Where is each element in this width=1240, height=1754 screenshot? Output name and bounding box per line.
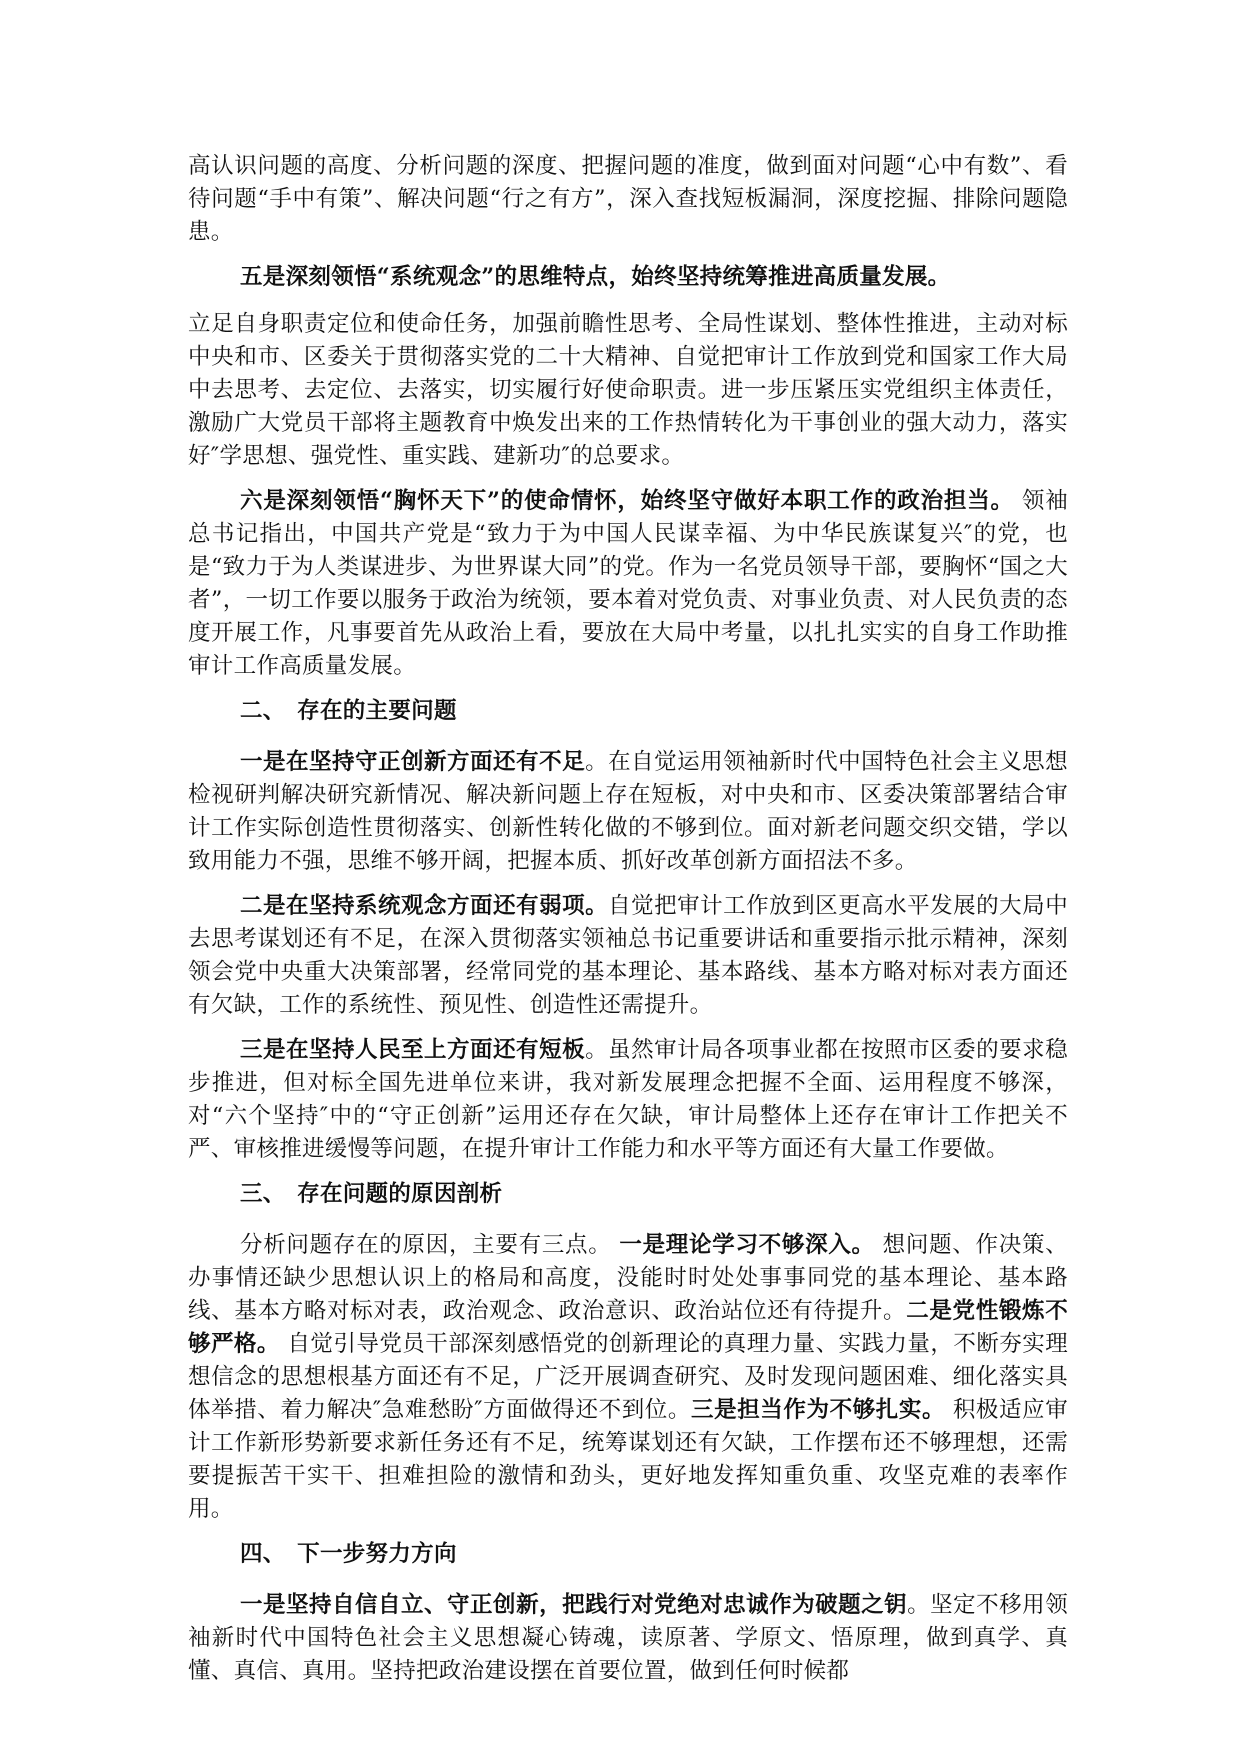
problem-one-lead: 一是在坚持守正创新方面还有不足 [240,749,586,775]
paragraph-continuation: 高认识问题的高度、分析问题的深度、把握问题的准度，做到面对问题“心中有数”、看待问题“手中有策”、解决问题“行之有方”，深入查找短板漏洞，深度挖掘、排除问题隐患。 [188,153,1068,245]
cause-two-body: 自觉引导党员干部深刻感悟党的创新理论的真理力量、实践力量，不断夯实理想信念的思想根基方面还有不足，广泛开展调查研究、及时发现问题困难、细化落实具体举措、着力解决″急难愁盼″方面做得还不到位。 [188,1331,1069,1423]
point-five-body: 立足自身职责定位和使命任务，加强前瞻性思考、全局性谋划、整体性推进，主动对标中央和市、区委关于贯彻落实党的二十大精神、自觉把审计工作放到党和国家工作大局中去思考、去定位、去落实，切实履行好使命职责。进一步压紧压实党组织主体责任，激励广大党员干部将主题教育中焕发出来的工作热情转化为干事创业的强大动力，落实好″学思想、强党性、重实践、建新功″的总要求。 [188,311,1068,469]
document-page [188,150,1068,1700]
direction-one-body: 。坚定不移用领袖新时代中国特色社会主义思想凝心铸魂，读原著、学原文、悟原理，做到真学、真懂、真信、真用。坚持把政治建设摆在首要位置，做到任何时候都 [188,1592,1068,1684]
problem-two-body: 自觉把审计工作放到区更高水平发展的大局中去思考谋划还有不足，在深入贯彻落实领袖总书记重要讲话和重要指示批示精神，深刻领会党中央重大决策部署，经常同党的基本理论、基本路线、基本方略对标对表方面还有欠缺，工作的系统性、预见性、创造性还需提升。 [188,893,1068,1018]
point-six-paragraph [188,485,1068,683]
section-three-heading: 三、 存在问题的原因剖析 [240,1181,503,1207]
cause-one-body: 想问题、作决策、办事情还缺少思想认识上的格局和高度，没能时时处处事事同党的基本理论、基本路线、基本方略对标对表，政治观念、政治意识、政治站位还有待提升。 [188,1232,1068,1324]
problem-three-paragraph [188,1034,1068,1166]
problem-three-lead: 三是在坚持人民至上方面还有短板 [240,1037,586,1063]
cause-analysis-paragraph [188,1229,1068,1526]
direction-one-lead: 一是坚持自信自立、守正创新，把践行对党绝对忠诚作为破题之钥 [240,1592,908,1618]
cause-intro: 分析问题存在的原因，主要有三点。 [240,1232,620,1258]
problem-three-body: 。虽然审计局各项事业都在按照市区委的要求稳步推进，但对标全国先进单位来讲，我对新发展理念把握不全面、运用程度不够深，对“六个坚持″中的“守正创新”运用还存在欠缺，审计局整体上还存在审计工作把关不严、审核推进缓慢等问题，在提升审计工作能力和水平等方面还有大量工作要做。 [188,1037,1068,1162]
section-four-heading: 四、 下一步努力方向 [240,1541,457,1567]
cause-three-lead: 三是担当作为不够扎实。 [691,1397,946,1423]
direction-one-paragraph [188,1589,1068,1688]
section-two-heading: 二、 存在的主要问题 [240,698,457,724]
problem-one-body: 。在自觉运用领袖新时代中国特色社会主义思想检视研判解决研究新情况、解决新问题上存在短板，对中央和市、区委决策部署结合审计工作实际创造性贯彻落实、创新性转化做的不够到位。面对新老问题交织交错，学以致用能力不强，思维不够开阔，把握本质、抓好改革创新方面招法不多。 [188,749,1068,874]
cause-one-lead: 一是理论学习不够深入。 [619,1232,875,1258]
problem-two-lead: 二是在坚持系统观念方面还有弱项。 [240,893,609,919]
point-six-body: 领袖总书记指出，中国共产党是“致力于为中国人民谋幸福、为中华民族谋复兴″的党，也是“致力于为人类谋进步、为世界谋大同”的党。作为一名党员领导干部，要胸怀“国之大者”，一切工作要以服务于政治为统领，要本着对党负责、对事业负责、对人民负责的态度开展工作，凡事要首先从政治上看，要放在大局中考量，以扎扎实实的自身工作助推审计工作高质量发展。 [188,488,1068,679]
point-six-lead: 六是深刻领悟“胸怀天下”的使命情怀，始终坚守做好本职工作的政治担当。 [240,488,1014,514]
cause-three-body: 积极适应审计工作新形势新要求新任务还有不足，统筹谋划还有欠缺，工作摆布还不够理想，还需要提振苦干实干、担难担险的激情和劲头，更好地发挥知重负重、攻坚克难的表率作用。 [188,1397,1069,1522]
problem-one-paragraph [188,746,1068,878]
point-five-heading: 五是深刻领悟“系统观念”的思维特点，始终坚持统筹推进高质量发展。 [240,264,951,290]
problem-two-paragraph [188,890,1068,1022]
cause-two-lead: 二是党性锻炼不够严格。 [188,1298,1068,1357]
